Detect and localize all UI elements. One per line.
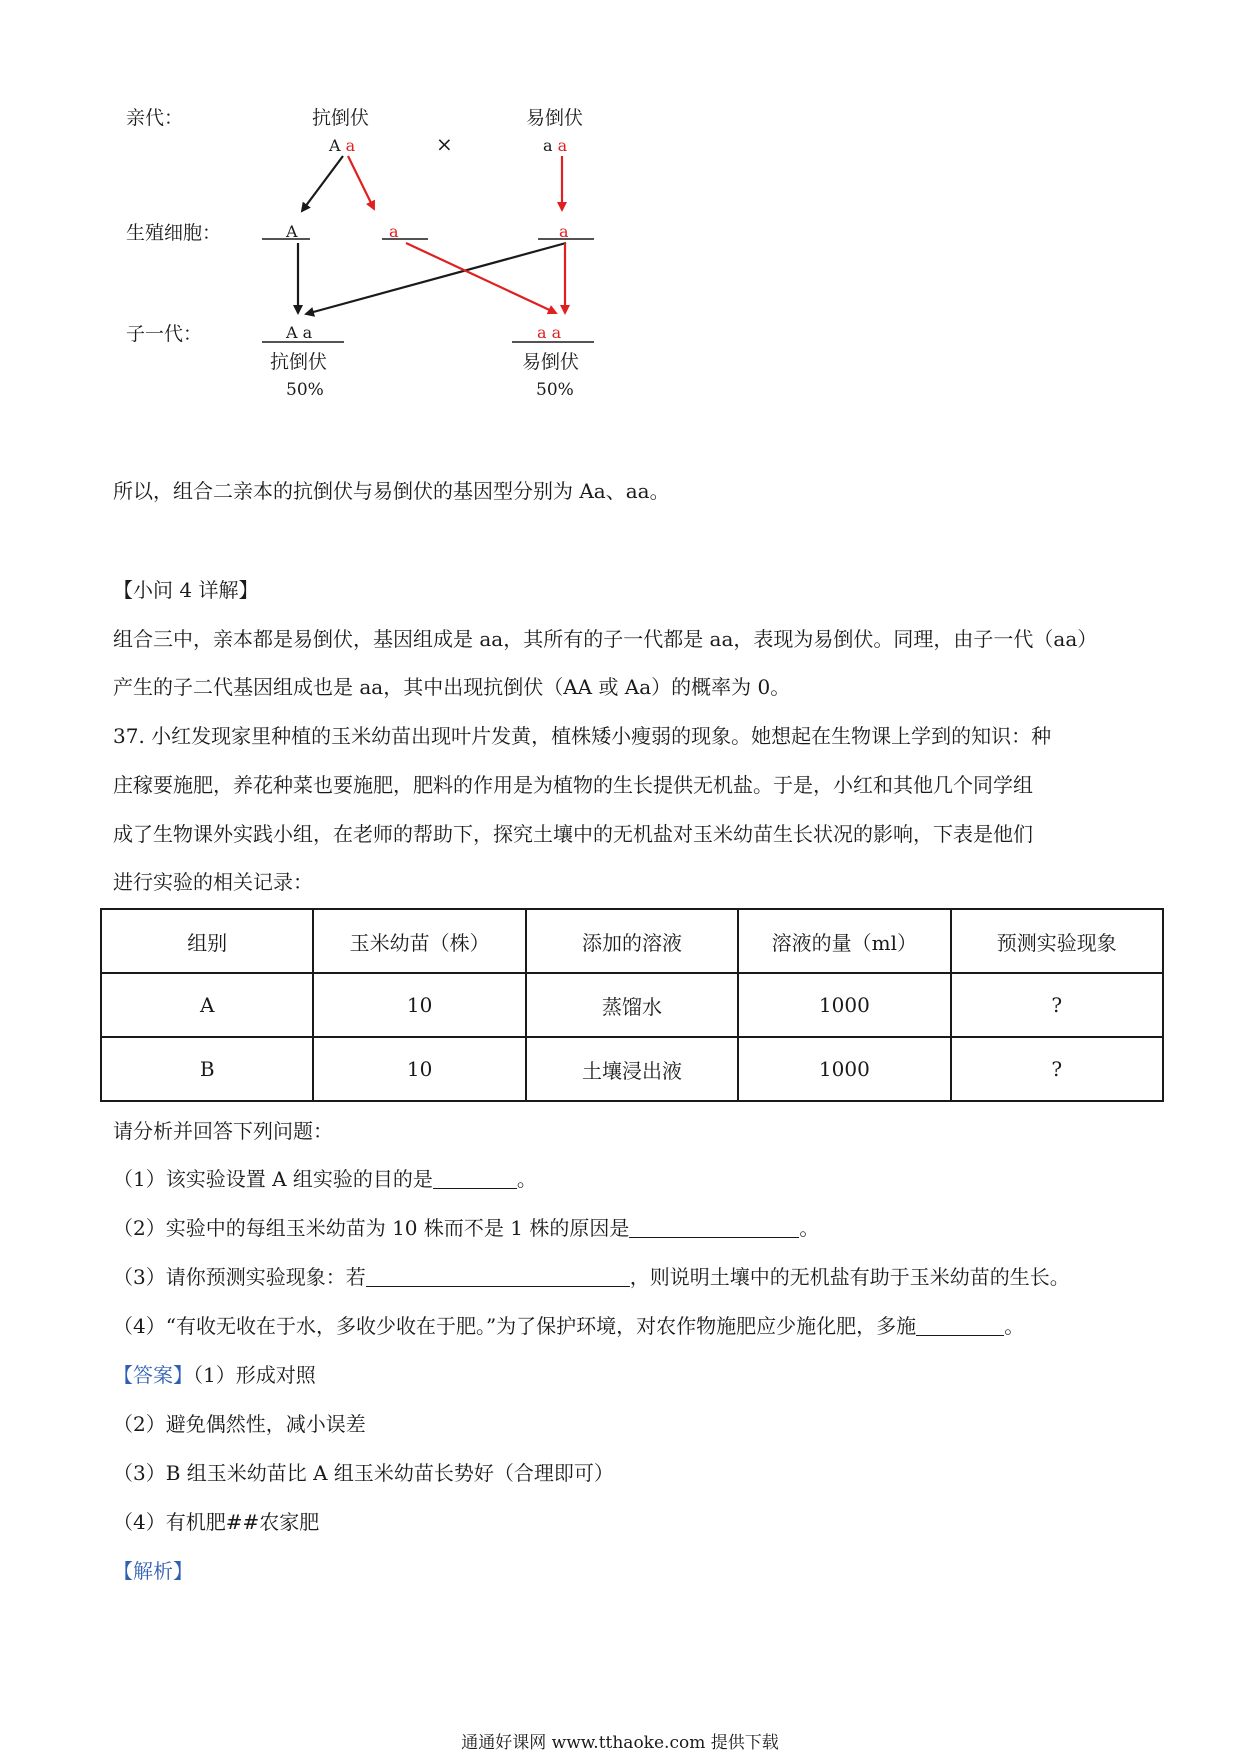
table-header-row: [101, 909, 1163, 973]
label-gametes: 生殖细胞：: [126, 222, 222, 244]
q37-text-line: 庄稼要施肥，养花种菜也要施肥，肥料的作用是为植物的生长提供无机盐。于是，小红和其他几个同学组: [113, 773, 1033, 797]
question-3: [113, 1263, 1070, 1291]
q4-heading: 【小问 4 详解】: [113, 578, 259, 602]
table-cell: ?: [951, 973, 1163, 1037]
label-parents: 亲代：: [126, 107, 184, 129]
parent-left-genotype: [329, 136, 355, 156]
question-text: 。: [516, 1167, 537, 1191]
table-header-cell: 组别: [101, 909, 313, 973]
table-cell: B: [101, 1037, 313, 1101]
table-cell: 1000: [738, 973, 950, 1037]
question-text: （4）“有收无收在于水，多收少收在于肥。”为了保护环境，对农作物施肥应少施化肥，多施: [113, 1314, 917, 1338]
prompt-text: 请分析并回答下列问题：: [113, 1119, 333, 1143]
page-footer: 通通好课网 www.tthaoke.com 提供下载: [461, 1733, 779, 1753]
answer-2: （2）避免偶然性，减小误差: [113, 1412, 366, 1436]
gene-a: a: [543, 136, 553, 155]
answer-blank: [433, 1168, 517, 1189]
answer-blank: [916, 1315, 1004, 1336]
offspring-left-trait: 抗倒伏: [270, 351, 328, 373]
diagram-arrows: [0, 0, 700, 420]
gene-a: a: [302, 323, 313, 342]
q37-text-line: 37. 小红发现家里种植的玉米幼苗出现叶片发黄，植株矮小瘦弱的现象。她想起在生物课上学到的知识：种: [113, 724, 1052, 748]
gene-a-red: a: [537, 323, 547, 342]
question-2: [113, 1214, 819, 1242]
gene-a-red: a: [345, 136, 356, 155]
gamete-a-right-red: a: [559, 222, 569, 241]
question-4: [113, 1312, 1024, 1340]
table-cell: 10: [313, 973, 525, 1037]
question-text: 。: [1004, 1314, 1025, 1338]
table-cell: 土壤浸出液: [526, 1037, 738, 1101]
gamete-a-red: a: [389, 222, 399, 241]
q37-text-line: 成了生物课外实践小组，在老师的帮助下，探究土壤中的无机盐对玉米幼苗生长状况的影响，下表是他们: [113, 822, 1033, 846]
table-header-cell: 添加的溶液: [526, 909, 738, 973]
answer-1: [113, 1361, 316, 1389]
parent-right-genotype: [543, 136, 567, 156]
q4-text-line: 产生的子二代基因组成也是 aa，其中出现抗倒伏（AA 或 Aa）的概率为 0。: [113, 675, 791, 699]
conclusion-text: 所以，组合二亲本的抗倒伏与易倒伏的基因型分别为 Aa、aa。: [113, 479, 670, 503]
offspring-right-genotype: [537, 323, 561, 343]
offspring-left-genotype: [286, 323, 312, 343]
answer-text: （1）形成对照: [193, 1363, 316, 1387]
cross-symbol: ×: [436, 132, 453, 156]
gamete-A: A: [286, 222, 298, 241]
parent-right-trait: 易倒伏: [526, 107, 584, 129]
answer-blank: [366, 1266, 630, 1287]
q4-text-line: 组合三中，亲本都是易倒伏，基因组成是 aa，其所有的子一代都是 aa，表现为易倒伏。同理，由子一代（aa）: [113, 627, 1098, 651]
answer-3: （3）B 组玉米幼苗比 A 组玉米幼苗长势好（合理即可）: [113, 1461, 614, 1485]
table-cell: ?: [951, 1037, 1163, 1101]
table-cell: 1000: [738, 1037, 950, 1101]
answer-4: （4）有机肥##农家肥: [113, 1510, 320, 1534]
answer-tag: 【答案】: [113, 1363, 193, 1387]
genetic-cross-diagram: [0, 0, 700, 420]
question-text: （3）请你预测实验现象：若: [113, 1265, 366, 1289]
gene-a-red: a: [557, 136, 568, 155]
gene-A: A: [286, 323, 298, 342]
q37-text-line: 进行实验的相关记录：: [113, 870, 313, 894]
question-text: 。: [799, 1216, 820, 1240]
table-header-cell: 预测实验现象: [951, 909, 1163, 973]
arrow-parent-a-red: [348, 156, 374, 209]
question-1: [113, 1165, 537, 1193]
arrow-a-to-Aa: [306, 243, 566, 314]
experiment-table: [100, 908, 1164, 1102]
table-row: [101, 1037, 1163, 1101]
table-cell: A: [101, 973, 313, 1037]
table-header-cell: 玉米幼苗（株）: [313, 909, 525, 973]
gene-A: A: [329, 136, 341, 155]
question-text: （1）该实验设置 A 组实验的目的是: [113, 1167, 433, 1191]
arrow-a-to-aa-red: [406, 243, 556, 313]
gene-a-red: a: [551, 323, 562, 342]
label-offspring: 子一代：: [126, 323, 203, 345]
table-cell: 蒸馏水: [526, 973, 738, 1037]
table-header-cell: 溶液的量（ml）: [738, 909, 950, 973]
offspring-left-percent: 50%: [286, 380, 324, 400]
parent-left-trait: 抗倒伏: [312, 107, 370, 129]
question-text: ，则说明土壤中的无机盐有助于玉米幼苗的生长。: [629, 1265, 1070, 1289]
answer-blank: [629, 1217, 799, 1238]
analysis-tag: 【解析】: [113, 1559, 193, 1583]
offspring-right-percent: 50%: [536, 380, 574, 400]
arrow-parent-A: [302, 156, 343, 211]
question-text: （2）实验中的每组玉米幼苗为 10 株而不是 1 株的原因是: [113, 1216, 630, 1240]
table-cell: 10: [313, 1037, 525, 1101]
offspring-right-trait: 易倒伏: [522, 351, 580, 373]
table-row: [101, 973, 1163, 1037]
